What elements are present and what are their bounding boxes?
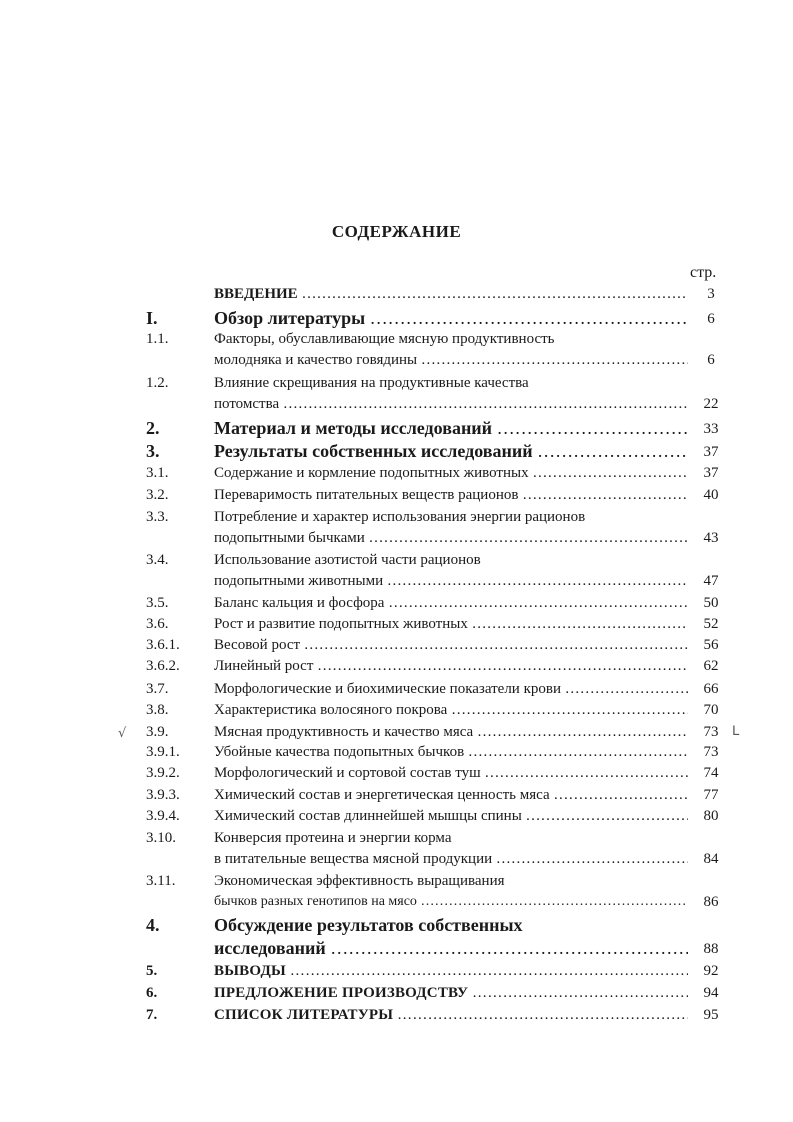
toc-entry-number: 3.9. — [146, 724, 169, 740]
toc-entry-title: ПРЕДЛОЖЕНИЕ ПРОИЗВОДСТВУ ………………………………………………………………………………………………………………………………………………………… — [214, 985, 688, 1002]
toc-entry-title: Характеристика волосяного покрова ………………………………………………………………………………………………………………………………………………………… — [214, 702, 688, 719]
toc-entry-title: Использование азотистой части рационов — [214, 552, 481, 568]
toc-entry-title-line2: бычков разных генотипов на мясо ………………………………………………………………………………………………………………………………………………………… — [214, 894, 688, 910]
toc-entry-number: 2. — [146, 418, 160, 438]
toc-entry-page: 52 — [703, 616, 719, 632]
toc-entry-page: 62 — [703, 658, 719, 674]
toc-entry-title-line2: подопытными животными ………………………………………………………………………………………………………………………………………………………… — [214, 573, 688, 590]
toc-entry-page: 22 — [703, 396, 719, 412]
toc-entry-number: 3.10. — [146, 830, 176, 846]
toc-entry-number: 3.11. — [146, 873, 176, 889]
toc-entry-number: 7. — [146, 1007, 158, 1023]
toc-entry-title: Обсуждение результатов собственных — [214, 915, 523, 935]
toc-entry-number: 3.5. — [146, 595, 169, 611]
toc-entry-number: 3.8. — [146, 702, 169, 718]
toc-entry-title: ВВЕДЕНИЕ ………………………………………………………………………………………………………………………………………………………… — [214, 286, 688, 303]
toc-entry-title: СПИСОК ЛИТЕРАТУРЫ ………………………………………………………………………………………………………………………………………………………… — [214, 1007, 688, 1024]
toc-entry-title: Морфологический и сортовой состав туш ………………………………………………………………………………………………………………………………………………………… — [214, 765, 688, 782]
toc-entry-number: 3.9.4. — [146, 808, 180, 824]
toc-entry-page: 37 — [703, 465, 719, 481]
toc-entry-page: 92 — [703, 963, 719, 979]
toc-entry-page: 43 — [703, 530, 719, 546]
toc-entry-page: 50 — [703, 595, 719, 611]
toc-entry-title-line2: потомства ………………………………………………………………………………………………………………………………………………………… — [214, 396, 688, 413]
toc-entry-title: Переваримость питательных веществ рационов ………………………………………………………………………………………………………………………………………………………… — [214, 487, 688, 504]
toc-entry-number: 3.6. — [146, 616, 169, 632]
toc-entry-page: 40 — [703, 487, 719, 503]
toc-entry-number: 6. — [146, 985, 158, 1001]
handwritten-check-mark: ᒪ — [732, 724, 740, 739]
toc-entry-title: Мясная продуктивность и качество мяса ………………………………………………………………………………………………………………………………………………………… — [214, 724, 688, 741]
toc-entry-title: Весовой рост ………………………………………………………………………………………………………………………………………………………… — [214, 637, 688, 654]
toc-entry-title: Потребление и характер использования энергии рационов — [214, 509, 586, 525]
toc-entry-number: 5. — [146, 963, 158, 979]
toc-entry-number: 3. — [146, 441, 160, 461]
toc-entry-title: Морфологические и биохимические показатели крови ………………………………………………………………………………………………………………………………………………………… — [214, 681, 688, 698]
toc-entry-title: Обзор литературы ………………………………………………………………………………………………………………………………………………………… — [214, 308, 688, 329]
toc-entry-number: 3.6.1. — [146, 637, 180, 653]
page-column-header: стр. — [690, 264, 717, 281]
toc-entry-title: Материал и методы исследований ………………………………………………………………………………………………………………………………………………………… — [214, 418, 688, 439]
toc-entry-title-line2: в питательные вещества мясной продукции ………………………………………………………………………………………………………………………………………………………… — [214, 851, 688, 868]
toc-entry-page: 94 — [703, 985, 719, 1001]
toc-entry-title: Содержание и кормление подопытных животных ………………………………………………………………………………………………………………………………………………………… — [214, 465, 688, 482]
toc-entry-title: ВЫВОДЫ ………………………………………………………………………………………………………………………………………………………… — [214, 963, 688, 980]
toc-entry-page: 73 — [703, 724, 719, 740]
toc-entry-page: 3 — [707, 286, 715, 302]
toc-entry-title: Конверсия протеина и энергии корма — [214, 830, 452, 846]
toc-entry-title-line2: подопытными бычками ………………………………………………………………………………………………………………………………………………………… — [214, 530, 688, 547]
toc-entry-page: 56 — [703, 637, 719, 653]
toc-entry-page: 95 — [703, 1007, 719, 1023]
toc-entry-title: Химический состав длиннейшей мышцы спины ………………………………………………………………………………………………………………………………………………………… — [214, 808, 688, 825]
toc-entry-page: 77 — [703, 787, 719, 803]
handwritten-check-mark: √ — [118, 726, 127, 741]
toc-entry-page: 88 — [703, 941, 719, 957]
toc-title: СОДЕРЖАНИЕ — [331, 222, 462, 241]
toc-entry-number: 3.9.2. — [146, 765, 180, 781]
toc-entry-number: 3.6.2. — [146, 658, 180, 674]
toc-entry-page: 84 — [703, 851, 719, 867]
toc-entry-number: 1.2. — [146, 375, 169, 391]
toc-entry-number: 3.4. — [146, 552, 169, 568]
toc-entry-title: Линейный рост ………………………………………………………………………………………………………………………………………………………… — [214, 658, 688, 675]
toc-entry-page: 80 — [703, 808, 719, 824]
toc-entry-page: 66 — [703, 681, 719, 697]
toc-entry-page: 6 — [707, 352, 715, 368]
toc-entry-number: I. — [146, 308, 158, 328]
toc-entry-title: Экономическая эффективность выращивания — [214, 873, 505, 889]
toc-entry-title: Химический состав и энергетическая ценность мяса ………………………………………………………………………………………………………………………………………………………… — [214, 787, 688, 804]
toc-entry-number: 3.7. — [146, 681, 169, 697]
toc-entry-title: Результаты собственных исследований ………………………………………………………………………………………………………………………………………………………… — [214, 441, 688, 462]
toc-entry-number: 3.3. — [146, 509, 169, 525]
toc-entry-number: 3.1. — [146, 465, 169, 481]
toc-entry-number: 1.1. — [146, 331, 169, 347]
toc-entry-title: Рост и развитие подопытных животных ………………………………………………………………………………………………………………………………………………………… — [214, 616, 688, 633]
toc-entry-page: 47 — [703, 573, 719, 589]
toc-entry-number: 3.9.1. — [146, 744, 180, 760]
toc-entry-number: 3.2. — [146, 487, 169, 503]
toc-entry-page: 6 — [707, 311, 715, 327]
toc-entry-page: 73 — [703, 744, 719, 760]
toc-entry-page: 70 — [703, 702, 719, 718]
toc-entry-page: 33 — [703, 421, 719, 437]
toc-entry-title: Убойные качества подопытных бычков ………………………………………………………………………………………………………………………………………………………… — [214, 744, 688, 761]
toc-entry-title: Факторы, обуславливающие мясную продуктивность — [214, 331, 555, 347]
toc-entry-title-line2: молодняка и качество говядины ………………………………………………………………………………………………………………………………………………………… — [214, 352, 688, 369]
toc-entry-title-line2: исследований ………………………………………………………………………………………………………………………………………………………… — [214, 938, 688, 959]
toc-entry-page: 37 — [703, 444, 719, 460]
toc-entry-number: 3.9.3. — [146, 787, 180, 803]
toc-entry-page: 86 — [703, 894, 719, 910]
toc-entry-page: 74 — [703, 765, 719, 781]
toc-entry-number: 4. — [146, 915, 160, 935]
toc-entry-title: Баланс кальция и фосфора ………………………………………………………………………………………………………………………………………………………… — [214, 595, 688, 612]
toc-entry-title: Влияние скрещивания на продуктивные качества — [214, 375, 529, 391]
